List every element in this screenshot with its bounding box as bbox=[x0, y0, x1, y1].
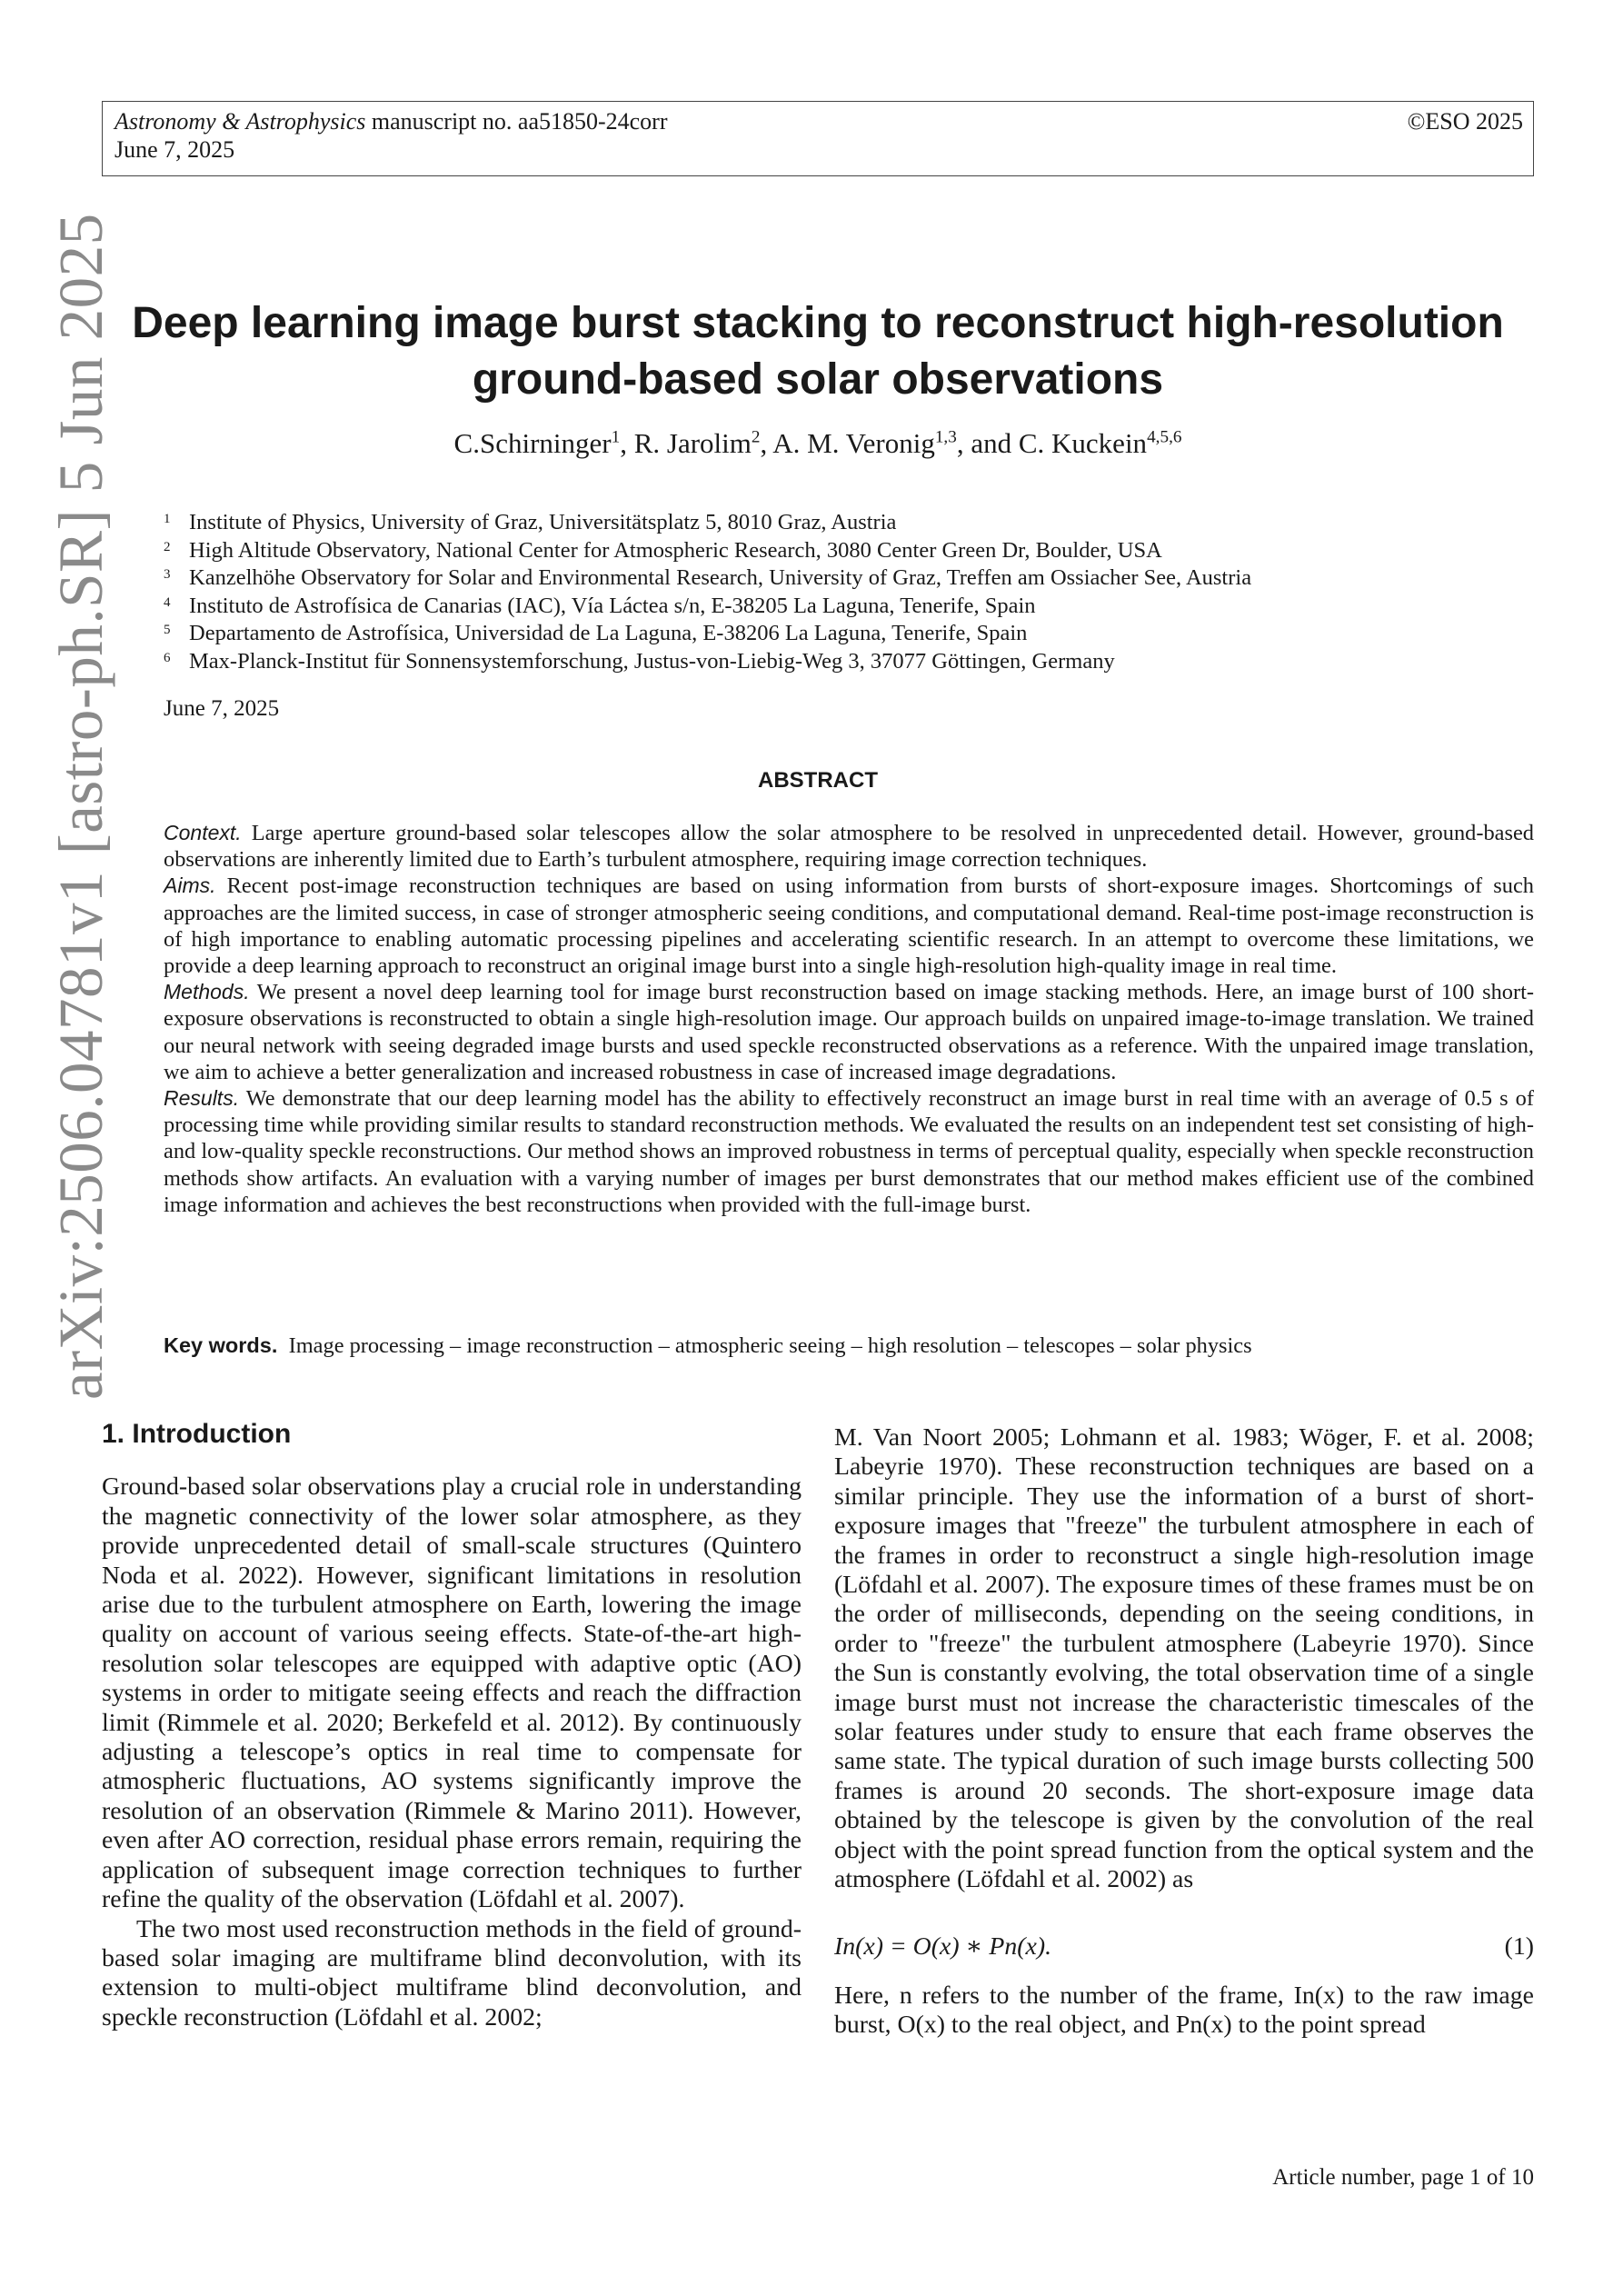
author-affil-mark: 1 bbox=[611, 427, 621, 447]
body-paragraph: M. Van Noort 2005; Lohmann et al. 1983; Wöger, F. et al. 2008; Labeyrie 1970). These reconstruction techniques are based on a similar principle. They use the information of a burst of short-exposure images that "freeze" the turbulent atmosphere in each of the frames in order to reconstruct a single high-resolution image (Löfdahl et al. 2007). The exposure times of these frames must be on the order of milliseconds, depending on the seeing conditions, in order to "freeze" the turbulent atmosphere (Labeyrie 1970). Since the Sun is constantly evolving, the total observation time of a single image burst must not increase the characteristic timescales of the solar features under study to ensure that each frame observes the same state. The typical duration of such image bursts collecting 500 frames is around 20 seconds. The short-exposure image data obtained by the telescope is given by the convolution of the real object with the point spread function from the optical system and the atmosphere (Löfdahl et al. 2002) as bbox=[834, 1423, 1534, 1894]
page-footer: Article number, page 1 of 10 bbox=[1272, 2165, 1534, 2190]
header-date: June 7, 2025 bbox=[115, 136, 235, 163]
author-affil-mark: 2 bbox=[751, 427, 761, 447]
abstract-body bbox=[164, 820, 1534, 1218]
body-paragraph: Here, n refers to the number of the frame, In(x) to the raw image burst, O(x) to the real object, and Pn(x) to the point spread bbox=[834, 1981, 1534, 2039]
author-list: C.Schirninger$^1$, R. Jarolim$^2$, A. M. Veronig$^{1,3}$, and C. Kuckein$^{4,5,6}$ bbox=[453, 427, 1182, 459]
author-name: R. Jarolim bbox=[633, 427, 752, 459]
received-date: June 7, 2025 bbox=[164, 696, 280, 721]
header-left bbox=[115, 107, 668, 164]
abstract-results: Results. We demonstrate that our deep learning model has the ability to effectively reconstruct an image burst in real time with an average of 0.5 s of processing time while providing similar results to standard reconstruction methods. We evaluated the results on an independent test set consisting of high- and low-quality speckle reconstructions. Our method shows an improved robustness in terms of perceptual quality, especially when speckle reconstruction methods show artifacts. An evaluation with a varying number of images per burst demonstrates that our method makes efficient use of the combined image information and achieves the best reconstructions when provided with the full-image burst. bbox=[164, 1086, 1534, 1217]
paper-title: Deep learning image burst stacking to reconstruct high-resolution ground-based solar observations bbox=[132, 299, 1504, 404]
affiliation-list bbox=[164, 509, 1251, 675]
copyright: ©ESO 2025 bbox=[1407, 108, 1523, 135]
affiliation: 3 Kanzelhöhe Observatory for Solar and Environmental Research, University of Graz, Treffen am Ossiacher See, Austria bbox=[164, 565, 1252, 590]
affiliation: 5 Departamento de Astrofísica, Universidad de La Laguna, E-38206 La Laguna, Tenerife, Spain bbox=[164, 621, 1028, 645]
abstract-methods: Methods. We present a novel deep learning tool for image burst reconstruction based on image stacking methods. Here, an image burst of 100 short-exposure observations is reconstructed to obtain a single high-resolution image. Our approach builds on unpaired image-to-image translation. We trained our neural network with seeing degraded image bursts and used speckle reconstructed observations as a reference. With the unpaired image translation, we aim to achieve a better generalization and increased robustness in case of increased image degradations. bbox=[164, 980, 1534, 1084]
keywords-label: Key words. bbox=[164, 1333, 278, 1357]
equation-number: (1) bbox=[1504, 1932, 1534, 1961]
abstract-aims: Aims. Recent post-image reconstruction techniques are based on using information from bursts of short-exposure images. Shortcomings of such approaches are the limited success, in case of stronger atmospheric seeing conditions, and computational demand. Real-time post-image reconstruction is of high importance to enabling automatic processing pipelines and accelerating scientific research. In an attempt to overcome these limitations, we provide a deep learning approach to reconstruct an original image burst into a single high-resolution high-quality image in real time. bbox=[164, 873, 1534, 979]
body-paragraph: Ground-based solar observations play a crucial role in understanding the magnetic connectivity of the lower solar atmosphere, as they provide unprecedented detail of small-scale structures (Quintero Noda et al. 2022). However, significant limitations in resolution arise due to the turbulent atmosphere on Earth, lowering the image quality on account of various seeing effects. State-of-the-art high-resolution solar telescopes are equipped with adaptive optic (AO) systems in order to mitigate seeing effects and reach the diffraction limit (Rimmele et al. 2020; Berkefeld et al. 2012). By continuously adjusting a telescope’s optics in real time to compensate for atmospheric fluctuations, AO systems significantly improve the resolution of an observation (Rimmele & Marino 2011). However, even after AO correction, residual phase errors remain, requiring the application of subsequent image correction techniques to further refine the quality of the observation (Löfdahl et al. 2007). bbox=[102, 1472, 802, 1914]
affiliation: 2 High Altitude Observatory, National Center for Atmospheric Research, 3080 Center Green Dr, Boulder, USA bbox=[164, 537, 1162, 563]
author-name: C.Schirninger bbox=[453, 427, 612, 459]
section-heading: 1. Introduction bbox=[102, 1419, 292, 1449]
body-column-left bbox=[102, 1420, 802, 2032]
body-column-right bbox=[834, 1423, 1534, 2040]
equation bbox=[834, 1932, 1534, 1962]
journal-name: Astronomy & Astrophysics bbox=[115, 108, 366, 135]
affiliation: 6 Max-Planck-Institut für Sonnensystemforschung, Justus-von-Liebig-Weg 3, 37077 Göttingen, Germany bbox=[164, 648, 1115, 674]
author-name: C. Kuckein bbox=[1018, 427, 1148, 459]
keywords bbox=[164, 1332, 1534, 1360]
author-name: A. M. Veronig bbox=[772, 427, 935, 459]
arxiv-identifier: arXiv:2506.04781v1 [astro-ph.SR] 5 Jun 2025 bbox=[46, 213, 115, 1400]
keywords-text: Image processing – image reconstruction – atmospheric seeing – high resolution – telescopes – solar physics bbox=[288, 1333, 1252, 1358]
affiliation: 4 Instituto de Astrofísica de Canarias (IAC), Vía Láctea s/n, E-38205 La Laguna, Tenerife, Spain bbox=[164, 593, 1036, 618]
author-affil-mark: 1,3 bbox=[934, 427, 957, 447]
author-affil-mark: 4,5,6 bbox=[1147, 427, 1182, 447]
affiliation: 1 Institute of Physics, University of Graz, Universitätsplatz 5, 8010 Graz, Austria bbox=[164, 510, 897, 534]
body-paragraph: The two most used reconstruction methods in the field of ground-based solar imaging are multiframe blind deconvolution, with its extension to multi-object multiframe blind deconvolution, and speckle reconstruction (Löfdahl et al. 2002; bbox=[102, 1914, 802, 2031]
journal-header bbox=[102, 101, 1534, 176]
manuscript-number: manuscript no. aa51850-24corr bbox=[365, 108, 668, 135]
equation-body: In(x) = O(x) ∗ Pn(x). bbox=[834, 1932, 1052, 1961]
abstract-context: Context. Large aperture ground-based solar telescopes allow the solar atmosphere to be resolved in unprecedented detail. However, ground-based observations are inherently limited due to Earth’s turbulent atmosphere, requiring image correction techniques. bbox=[164, 821, 1534, 873]
abstract-heading: ABSTRACT bbox=[758, 768, 878, 793]
